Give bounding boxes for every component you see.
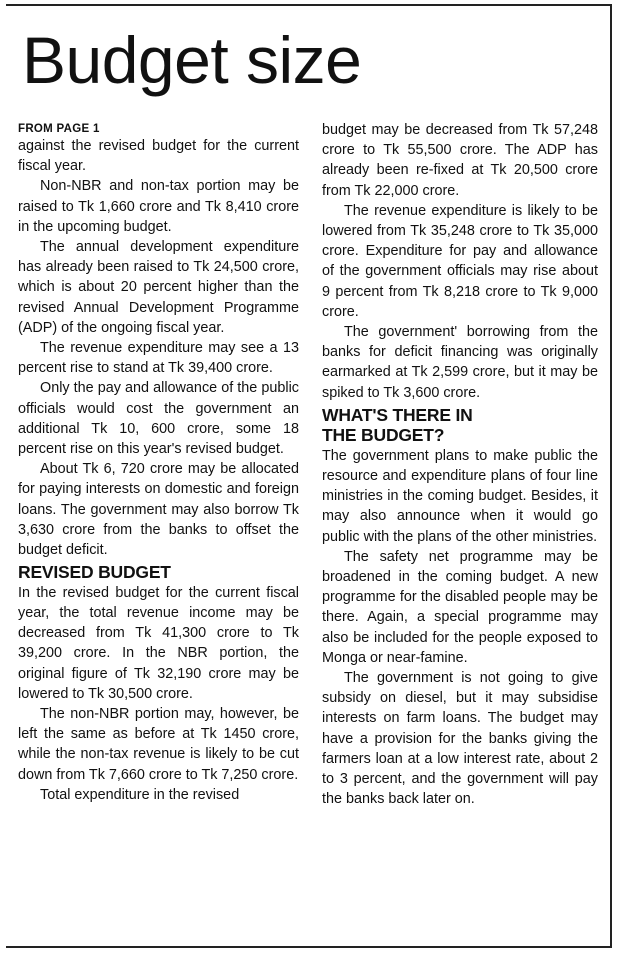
paragraph: The government' borrowing from the banks for deficit financing was originally earmarked at Tk 2,599 crore, but it may be spiked to Tk 3,600 crore. bbox=[322, 324, 598, 401]
left-column bbox=[18, 122, 299, 805]
subhead-revised-budget: REVISED BUDGET bbox=[18, 562, 171, 583]
paragraph: The annual development expenditure has already been raised to Tk 24,500 crore, which is about 20 percent higher than the revised Annual Development Programme (ADP) of the ongoing fiscal year. bbox=[18, 239, 299, 336]
subhead-line: THE BUDGET? bbox=[322, 425, 445, 446]
paragraph: The government plans to make public the resource and expenditure plans of four line ministries in the coming budget. Besides, it may also announce when it would go public with the plans of the other ministries. bbox=[322, 447, 598, 545]
subhead-whats-there bbox=[322, 403, 598, 446]
paragraph: against the revised budget for the current fiscal year. bbox=[18, 138, 299, 175]
paragraph: budget may be decreased from Tk 57,248 crore to Tk 55,500 crore. The ADP has already been re-fixed at Tk 20,500 crore from Tk 22,000 crore. bbox=[322, 122, 598, 199]
kicker: FROM PAGE 1 bbox=[18, 123, 100, 135]
headline: Budget size bbox=[22, 23, 362, 97]
paragraph: About Tk 6, 720 crore may be allocated for paying interests on domestic and foreign loans. The government may also borrow Tk 3,630 crore from the banks to offset the budget deficit. bbox=[18, 461, 299, 559]
paragraph: The government is not going to give subsidy on diesel, but it may subsidise interests on farm loans. The budget may have a provision for the banks giving the farmers loan at a low interest rate, about 2 to 3 percent, and the government will pay the banks back later on. bbox=[322, 670, 598, 808]
subhead-line: WHAT'S THERE IN bbox=[322, 404, 473, 425]
paragraph: Total expenditure in the revised bbox=[40, 786, 240, 803]
paragraph: In the revised budget for the current fiscal year, the total revenue income may be decreased from Tk 41,300 crore to Tk 39,200 crore. In the NBR portion, the original figure of Tk 32,190 crore may be lowered to Tk 30,500 crore. bbox=[18, 584, 299, 702]
paragraph: The safety net programme may be broadened in the coming budget. A new programme for the disabled people may be there. Again, a special programme may also be included for the people exposed to Monga or near-famine. bbox=[322, 548, 598, 666]
right-column bbox=[322, 120, 598, 810]
paragraph: The revenue expenditure is likely to be lowered from Tk 35,248 crore to Tk 35,000 crore. Expenditure for pay and allowance of the government officials may rise about 9 percent from Tk 8,218 crore to Tk 9,000 crore. bbox=[322, 202, 598, 320]
paragraph: The revenue expenditure may see a 13 percent rise to stand at Tk 39,400 crore. bbox=[18, 340, 299, 377]
paragraph: The non-NBR portion may, however, be left the same as before at Tk 1450 crore, while the non-tax revenue is likely to be cut down from Tk 7,660 crore to Tk 7,250 crore. bbox=[18, 705, 299, 783]
paragraph: Non-NBR and non-tax portion may be raised to Tk 1,660 crore and Tk 8,410 crore in the upcoming budget. bbox=[18, 178, 299, 235]
paragraph: Only the pay and allowance of the public officials would cost the government an additional Tk 10, 600 crore, some 18 percent rise on this year's revised budget. bbox=[18, 380, 299, 458]
